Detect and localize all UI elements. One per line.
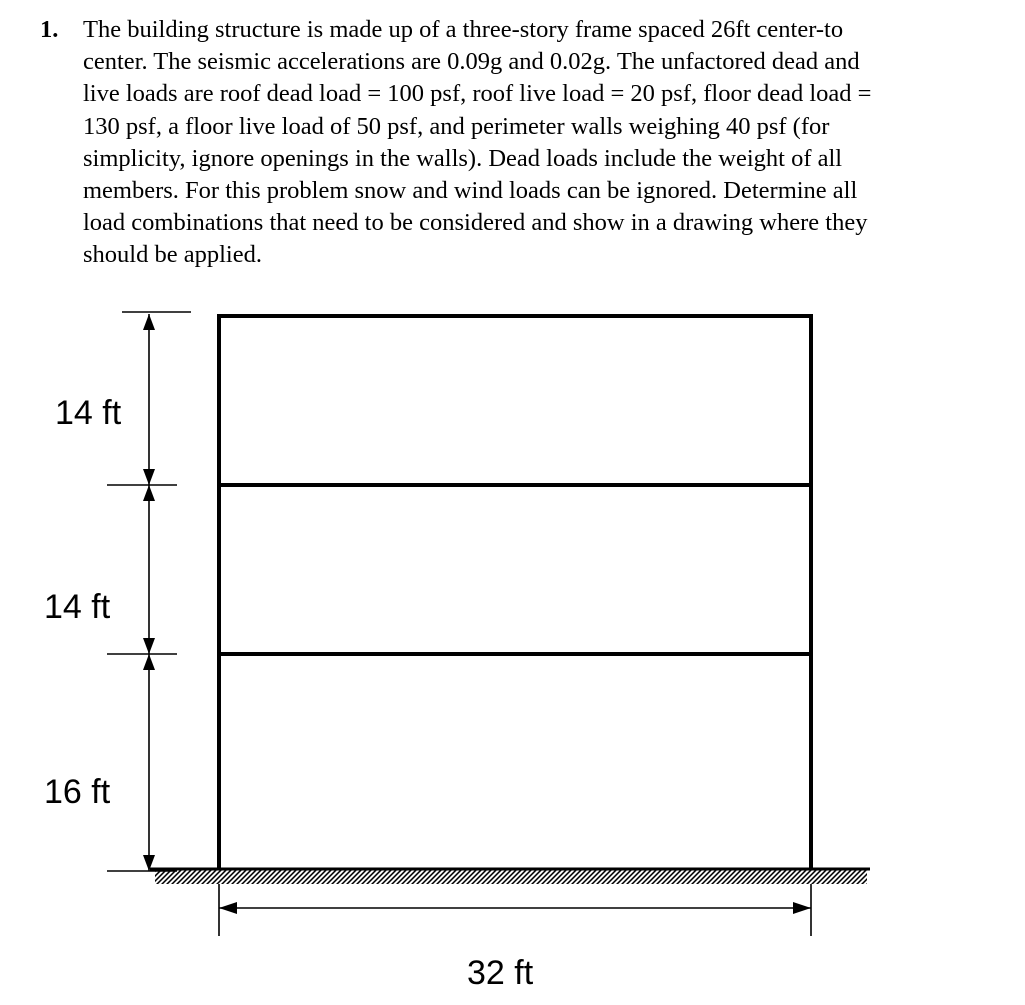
arrow-head — [219, 902, 237, 914]
span-label: 32 ft — [467, 954, 534, 992]
ground-support — [150, 869, 870, 884]
middle-story-height-label: 14 ft — [44, 588, 111, 626]
span-dimension — [219, 884, 811, 936]
problem-text-line: should be applied. — [83, 241, 262, 269]
problem-text-line: live loads are roof dead load = 100 psf, roof live load = 20 psf, floor dead load = — [83, 80, 872, 108]
arrow-head — [143, 654, 155, 670]
top-story-height-label: 14 ft — [55, 394, 122, 432]
problem-text-line: members. For this problem snow and wind loads can be ignored. Determine all — [83, 177, 858, 205]
arrow-head — [793, 902, 811, 914]
problem-number: 1. — [40, 16, 59, 43]
ground-hatch — [155, 870, 867, 884]
arrow-head — [143, 469, 155, 485]
problem-text-line: center. The seismic accelerations are 0.09g and 0.02g. The unfactored dead and — [83, 48, 860, 76]
problem-text-line: load combinations that need to be considered and show in a drawing where they — [83, 209, 868, 237]
problem-text-line: The building structure is made up of a three-story frame spaced 26ft center-to — [83, 16, 844, 43]
arrow-head — [143, 638, 155, 654]
arrow-head — [143, 314, 155, 330]
arrow-head — [143, 485, 155, 501]
problem-text-line: 130 psf, a floor live load of 50 psf, and perimeter walls weighing 40 psf (for — [83, 112, 830, 140]
bottom-story-height-label: 16 ft — [44, 773, 111, 811]
problem-text-line: simplicity, ignore openings in the walls). Dead loads include the weight of all — [83, 144, 843, 172]
building-frame — [217, 315, 813, 869]
